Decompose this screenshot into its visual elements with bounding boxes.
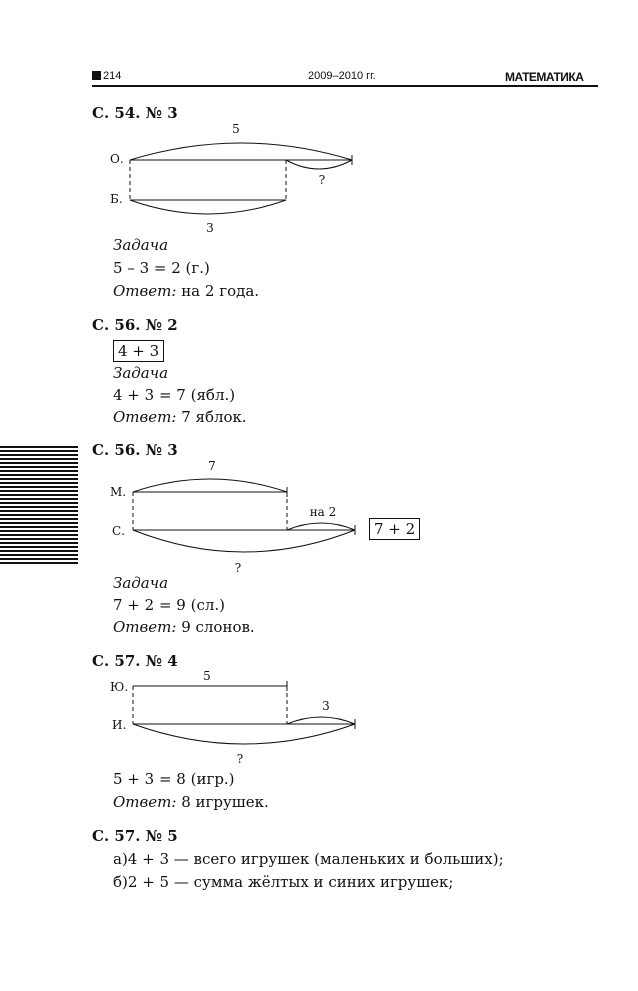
brace-question — [286, 160, 352, 169]
expression-box-3: 7 + 2 — [369, 518, 420, 540]
section-title-5: С. 57. № 5 — [92, 827, 178, 845]
section-title-4: С. 57. № 4 — [92, 652, 178, 670]
list-item: б)2 + 5 — сумма жёлтых и синих игрушек; — [113, 873, 454, 891]
task-label-3: Задача — [113, 574, 169, 592]
brace-top-5 — [130, 143, 352, 160]
label-top-5b: 5 — [203, 669, 211, 683]
answer-2: Ответ: 7 яблок. — [113, 408, 247, 426]
label-o: О. — [110, 152, 124, 166]
brace-3 — [287, 717, 355, 724]
task-label-2: Задача — [113, 364, 169, 382]
label-na-2: на 2 — [309, 505, 337, 519]
label-s: С. — [112, 524, 125, 538]
label-top-7: 7 — [208, 459, 216, 473]
answer-1: Ответ: на 2 года. — [113, 282, 260, 300]
header-subject: МАТЕМАТИКА — [505, 70, 584, 84]
brace-na-2 — [287, 523, 355, 530]
brace-question-3 — [133, 724, 355, 744]
answer-3: Ответ: 9 слонов. — [113, 618, 255, 636]
brace-question-2 — [133, 530, 355, 552]
label-i: И. — [112, 718, 127, 732]
list-item: а)4 + 3 — всего игрушек (маленьких и больших); — [113, 850, 504, 868]
label-b: Б. — [110, 192, 123, 206]
label-question: ? — [318, 173, 326, 187]
label-yu: Ю. — [110, 680, 129, 694]
label-question-3: ? — [236, 752, 244, 766]
section-title-3: С. 56. № 3 — [92, 441, 178, 459]
section-title-2: С. 56. № 2 — [92, 316, 178, 334]
label-question-2: ? — [234, 561, 242, 575]
page-number: 214 — [92, 70, 121, 82]
equation-1: 5 – 3 = 2 (г.) — [113, 259, 210, 277]
label-top-5: 5 — [232, 122, 240, 136]
equation-4: 5 + 3 = 8 (игр.) — [113, 770, 235, 788]
answer-4: Ответ: 8 игрушек. — [113, 793, 269, 811]
header-years: 2009–2010 гг. — [308, 70, 376, 82]
label-m: М. — [110, 485, 127, 499]
label-bottom-3: 3 — [206, 221, 214, 235]
brace-bottom-3 — [130, 200, 286, 214]
task-label-1: Задача — [113, 236, 169, 254]
label-3: 3 — [322, 699, 330, 713]
equation-2: 4 + 3 = 7 (ябл.) — [113, 386, 236, 404]
expression-box-2: 4 + 3 — [113, 340, 164, 362]
section-title-1: С. 54. № 3 — [92, 104, 178, 122]
brace-top-7 — [133, 479, 287, 492]
equation-3: 7 + 2 = 9 (сл.) — [113, 596, 226, 614]
